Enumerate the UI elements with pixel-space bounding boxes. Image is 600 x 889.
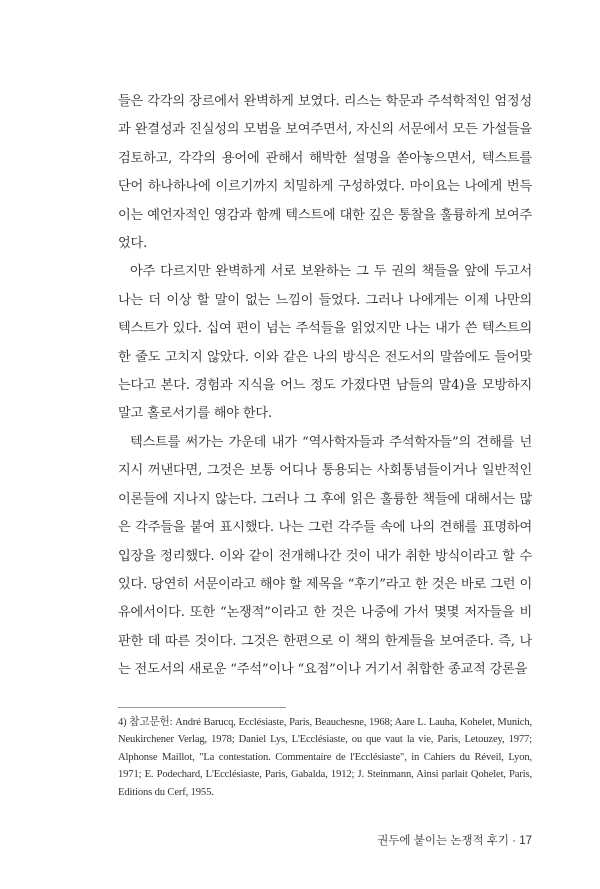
paragraph-1: 들은 각각의 장르에서 완벽하게 보였다. 리스는 학문과 주석학적인 엄정성과 완결성과 진실성의 모범을 보여주면서, 자신의 서문에서 모든 가설들을 검토하고, 각각의 용어에 관해서 해박한 설명을 쏟아놓으면서, 텍스트를 단어 하나하나에 이르기까지 치밀하게 구성하였다. 마이요는 나에게 번득이는 예언자적인 영감과 함께 텍스트에 대한 깊은 통찰을 훌륭하게 보여주었다.: [118, 94, 532, 252]
paragraph-3: 텍스트를 써가는 가운데 내가 “역사학자들과 주석학자들”의 견해를 넌지시 꺼낸다면, 그것은 보통 어디나 통용되는 사회통념들이거나 일반적인 이론들에 지나지 않는다. 그러나 그 후에 읽은 훌륭한 책들에 대해서는 많은 각주들을 붙여 표시했다. 나는 그런 각주들 속에 나의 견해를 표명하여 입장을 정리했다. 이와 같이 전개해나간 것이 내가 취한 방식이라고 할 수 있다. 당연히 서문이라고 해야 할 제목을 “후기”라고 한 것은 바로 그런 이유에서이다. 또한 “논쟁적”이라고 한 것은 나중에 가서 몇몇 저자들을 비판한 데 따른 것이다. 그것은 한편으로 이 책의 한계들을 보여준다. 즉, 나는 전도서의 새로운 “주석”이나 “요점”이나 거기서 취합한 종교적 강론을: [118, 434, 532, 678]
paragraph-2: 아주 다르지만 완벽하게 서로 보완하는 그 두 권의 책들을 앞에 두고서 나는 더 이상 할 말이 없는 느낌이 들었다. 그러나 나에게는 이제 나만의 텍스트가 있다. 십여 편이 넘는 주석들을 읽었지만 나는 내가 쓴 텍스트의 한 줄도 고치지 않았다. 이와 같은 나의 방식은 전도서의 말씀에도 들어맞는다고 본다. 경험과 지식을 어느 정도 가졌다면 남들의 말4)을 모방하지 말고 홀로서기를 해야 한다.: [118, 264, 532, 422]
page-footer: 권두에 붙이는 논쟁적 후기 · 17: [377, 835, 532, 847]
footnote-text: 4) 참고문헌: André Barucq, Ecclésiaste, Paris, Beauchesne, 1968; Aare L. Lauha, Kohelet, Munich, Neukirchener Verlag, 1978; Daniel Lys, L'Ecclésiaste, ou que vaut la vie, Paris, Letouzey, 1977; Alphonse Maillot, "La contestation. Commentaire de l'Ecclésiaste", in Cahiers du Réveil, Lyon, 1971; E. Podechard, L'Ecclésiaste, Paris, Gabalda, 1912; J. Steinmann, Ainsi parlait Qohelet, Paris, Editions du Cerf, 1955.: [118, 717, 532, 798]
body-text: [118, 88, 532, 685]
footnote-divider: [118, 707, 286, 708]
footnote: [118, 714, 532, 801]
